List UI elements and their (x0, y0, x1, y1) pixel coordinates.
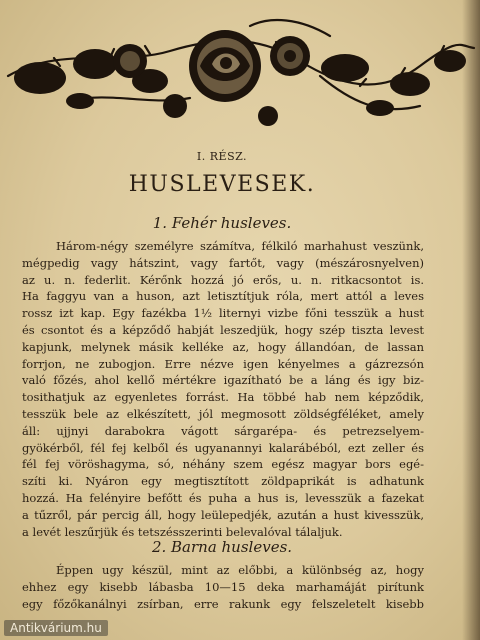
text-line: gyökérből, fél fej kelből és ugyanannyi kalarábéból, ezt zeller és (22, 440, 424, 455)
section-title: 2. Barna husleves. (151, 538, 293, 556)
text-line: és csontot és a képződő habját leszedjük, hogy szép tiszta levest (22, 322, 424, 337)
text-line: ehhez egy kisebb lábasba 10—15 deka marhamáját pirítunk (22, 579, 424, 594)
section-body (22, 238, 424, 540)
text-line: áll: ujjnyi darabokra vágott sárgarépa- és petrezselyem- (22, 423, 424, 438)
text-line: szíti ki. Nyáron egy megtisztított zöldpaprikát is adhatunk (22, 474, 424, 489)
text-line: egy főzőkanálnyi zsírban, erre rakunk egy felszeletelt kisebb (22, 596, 424, 611)
chapter-title: HUSLEVESEK. (128, 172, 316, 197)
text-line: fél fej vöröshagyma, só, néhány szem egész magyar bors egé- (22, 457, 424, 472)
page-edge-shadow (462, 0, 480, 640)
text-line: hozzá. Ha felényire befőtt és puha a hus is, levesszük a fazekat (22, 490, 424, 505)
text-line: mégpedig vagy hátszint, vagy fartőt, vagy (mészárosnyelven) (22, 255, 424, 270)
text-line: kapjunk, melynek másik kelléke az, hogy állandóan, de lassan (22, 339, 424, 354)
text-line: az u. n. federlit. Kérőnk hozzá jó erős, u. n. ritkacsontot is. (22, 272, 424, 287)
section-body (22, 562, 424, 612)
part-label: I. RÉSZ. (196, 150, 248, 163)
watermark: Antikvárium.hu (4, 620, 108, 636)
text-line: rossz izt kap. Egy fazékba 1½ liternyi vizbe főni tesszük a hust (22, 306, 424, 321)
text-line: tesszük bele az elkészített, jól megmosott zöldségféléket, amely (22, 406, 424, 421)
text-line: a tűzről, pár percig áll, hogy leülepedjék, azután a hust kivesszük, (22, 507, 424, 522)
text-line: tosithatjuk az egyenletes forrást. Ha többé hab nem képződik, (22, 390, 424, 405)
text-line: Három-négy személyre számítva, félkiló marhahust veszünk, (56, 239, 424, 253)
text-line: Ha faggyu van a huson, azt letisztítjuk róla, mert attól a leves (22, 289, 424, 304)
rose-vine-ornament-icon (0, 6, 480, 138)
text-line: forrjon, ne zubogjon. Erre nézve igen kényelmes a gázrezsón (22, 356, 424, 371)
text-line: való főzés, ahol kellő mértékre igazítható be a láng és igy biz- (22, 373, 424, 388)
text-line: Éppen ugy készül, mint az előbbi, a különbség az, hogy (56, 563, 424, 577)
text-line: a levét leszűrjük és tetszésszerinti belevalóval tálaljuk. (22, 524, 343, 539)
section-title: 1. Fehér husleves. (152, 214, 292, 232)
